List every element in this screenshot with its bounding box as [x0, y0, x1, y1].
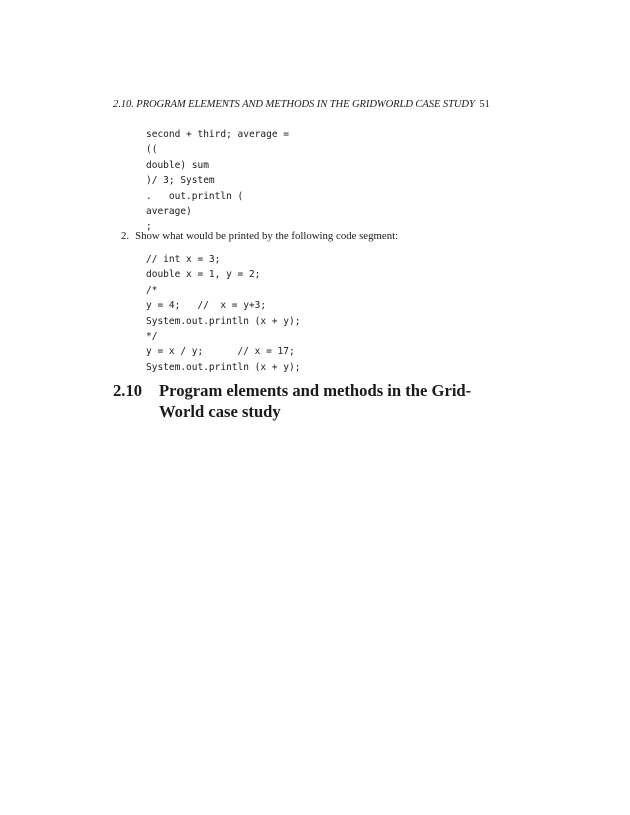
- running-head: [113, 98, 528, 112]
- running-head-title: PROGRAM ELEMENTS AND METHODS IN THE GRIDWORLD CASE STUDY: [136, 99, 475, 110]
- code-listing-2: [146, 252, 300, 375]
- code-line: )/ 3; System: [146, 175, 215, 187]
- code-line: */: [146, 330, 158, 342]
- exercise-item: [121, 229, 398, 243]
- section-title: [159, 380, 499, 422]
- code-line: y = 4; // x = y+3;: [146, 300, 267, 312]
- section-title-line: Program elements and methods in the Grid-: [159, 381, 472, 400]
- page-number: 51: [479, 99, 490, 110]
- exercise-text: Show what would be printed by the following code segment:: [135, 230, 399, 242]
- code-line: average): [146, 205, 192, 217]
- code-line: System.out.println (x + y);: [146, 315, 301, 327]
- code-line: /*: [146, 284, 158, 296]
- section-title-line: World case study: [159, 402, 281, 421]
- code-line: double x = 1, y = 2;: [146, 269, 261, 281]
- code-line: System.out.println (x + y);: [146, 361, 301, 373]
- code-line: ;: [146, 221, 152, 233]
- code-line: y = x / y; // x = 17;: [146, 346, 295, 358]
- running-head-section-number: 2.10.: [113, 99, 134, 110]
- section-number: 2.10: [113, 381, 143, 400]
- code-line: ((: [146, 144, 158, 156]
- code-line: second + third; average =: [146, 129, 289, 140]
- code-line: . out.println (: [146, 190, 244, 202]
- code-line: double) sum: [146, 159, 209, 171]
- exercise-number: 2.: [121, 230, 130, 242]
- code-line: // int x = 3;: [146, 254, 221, 265]
- code-listing-1: [146, 127, 289, 235]
